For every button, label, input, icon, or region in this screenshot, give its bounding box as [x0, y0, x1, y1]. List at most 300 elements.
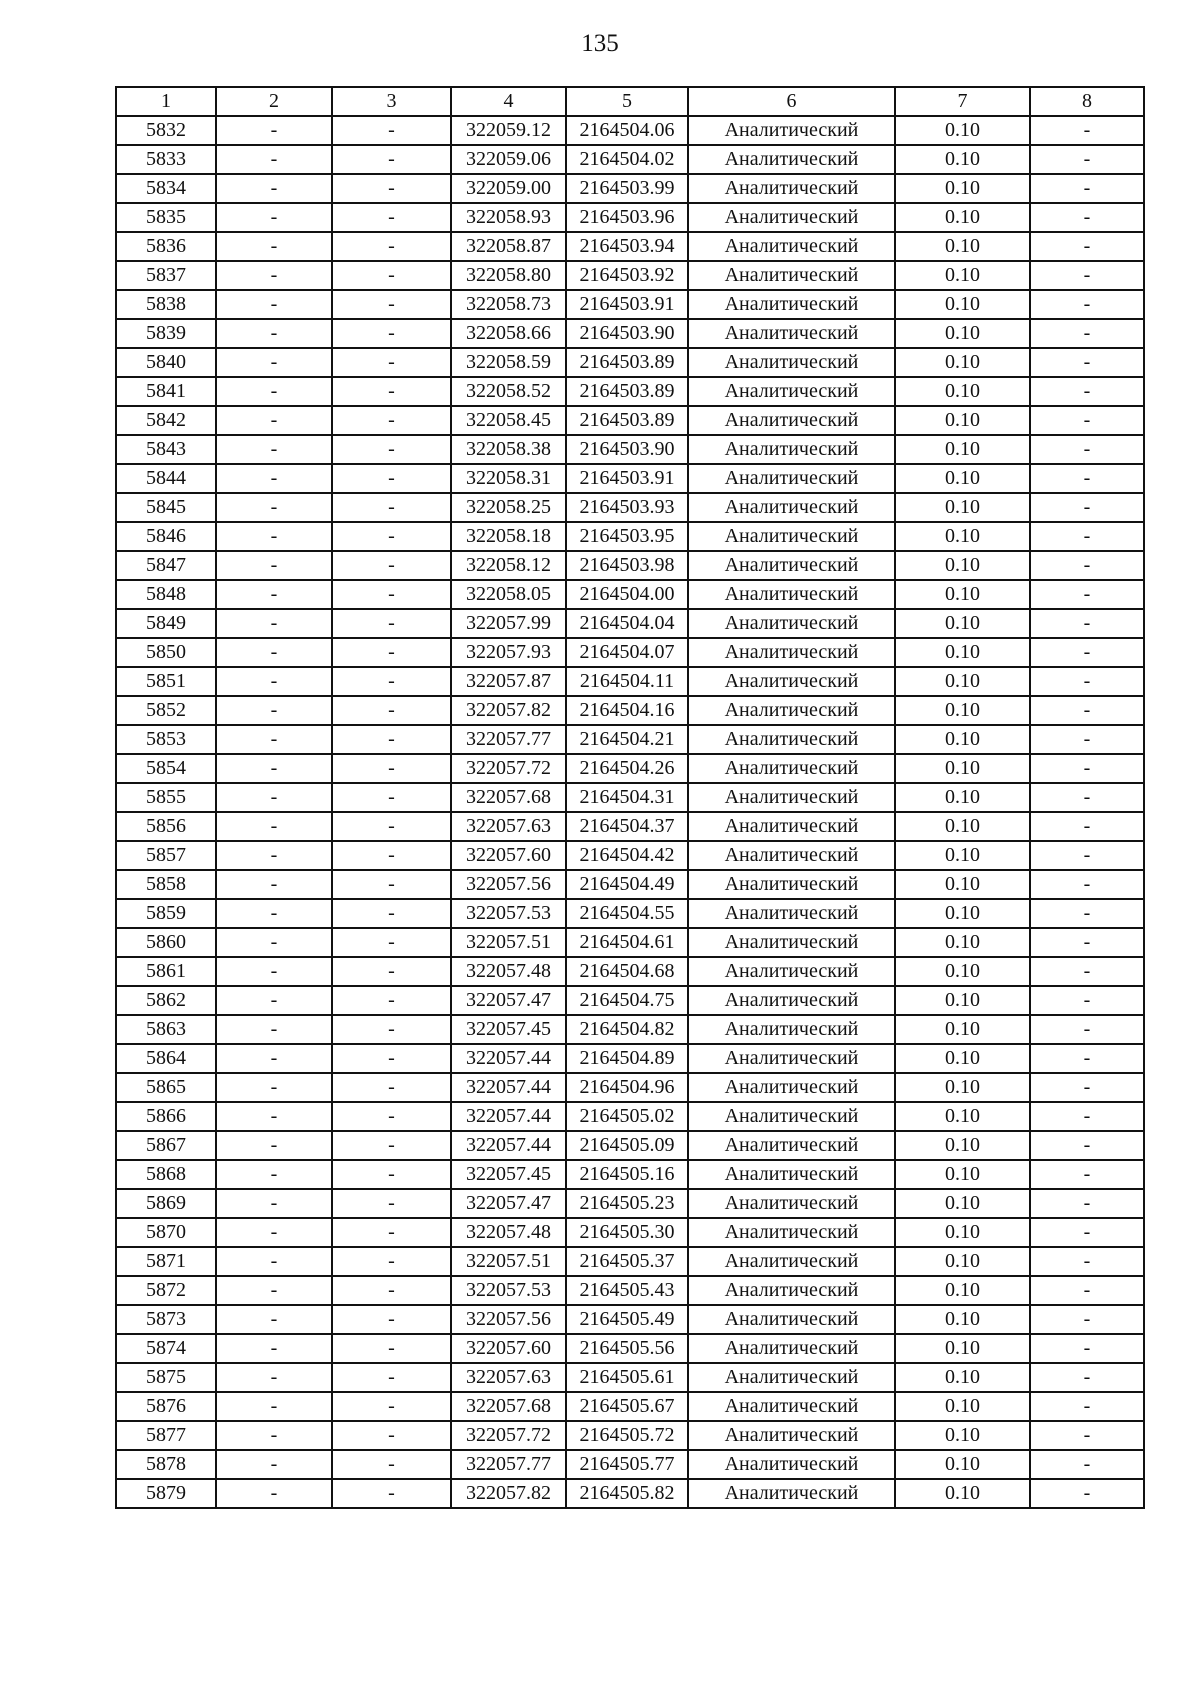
- table-cell: 2164503.90: [566, 435, 688, 464]
- table-cell: 5853: [116, 725, 216, 754]
- table-cell: 322057.99: [451, 609, 566, 638]
- table-cell: 0.10: [895, 725, 1030, 754]
- table-cell: 5844: [116, 464, 216, 493]
- table-cell: -: [332, 1363, 451, 1392]
- table-cell: 5858: [116, 870, 216, 899]
- table-cell: 322057.63: [451, 1363, 566, 1392]
- table-cell: Аналитический: [688, 667, 895, 696]
- table-cell: 2164504.26: [566, 754, 688, 783]
- table-cell: 0.10: [895, 522, 1030, 551]
- table-cell: 5873: [116, 1305, 216, 1334]
- table-cell: Аналитический: [688, 1073, 895, 1102]
- table-cell: Аналитический: [688, 116, 895, 145]
- table-cell: 0.10: [895, 1102, 1030, 1131]
- table-cell: Аналитический: [688, 290, 895, 319]
- table-cell: -: [216, 1073, 332, 1102]
- table-cell: -: [1030, 580, 1144, 609]
- table-cell: 5861: [116, 957, 216, 986]
- table-cell: 2164505.67: [566, 1392, 688, 1421]
- table-cell: 322057.77: [451, 1450, 566, 1479]
- table-cell: 5834: [116, 174, 216, 203]
- table-cell: 5843: [116, 435, 216, 464]
- table-cell: -: [216, 580, 332, 609]
- table-cell: 2164504.49: [566, 870, 688, 899]
- table-row: [116, 1044, 1144, 1073]
- table-row: [116, 1334, 1144, 1363]
- table-cell: 0.10: [895, 348, 1030, 377]
- table-row: [116, 464, 1144, 493]
- table-cell: -: [332, 1479, 451, 1508]
- table-cell: -: [216, 290, 332, 319]
- table-cell: 5865: [116, 1073, 216, 1102]
- table-row: [116, 522, 1144, 551]
- table-cell: 5850: [116, 638, 216, 667]
- table-cell: -: [332, 377, 451, 406]
- table-cell: Аналитический: [688, 232, 895, 261]
- table-cell: 0.10: [895, 145, 1030, 174]
- table-cell: 322057.45: [451, 1015, 566, 1044]
- table-cell: 5839: [116, 319, 216, 348]
- table-cell: -: [1030, 1073, 1144, 1102]
- table-cell: -: [1030, 609, 1144, 638]
- table-cell: -: [216, 406, 332, 435]
- table-cell: 0.10: [895, 928, 1030, 957]
- table-cell: -: [216, 522, 332, 551]
- table-cell: 5836: [116, 232, 216, 261]
- table-cell: 322057.77: [451, 725, 566, 754]
- table-cell: 2164504.07: [566, 638, 688, 667]
- table-cell: 322057.63: [451, 812, 566, 841]
- table-cell: -: [332, 725, 451, 754]
- table-cell: -: [1030, 319, 1144, 348]
- table-row: [116, 348, 1144, 377]
- table-cell: -: [216, 145, 332, 174]
- table-cell: 5876: [116, 1392, 216, 1421]
- table-cell: Аналитический: [688, 1247, 895, 1276]
- table-cell: -: [1030, 1305, 1144, 1334]
- table-cell: 5838: [116, 290, 216, 319]
- table-cell: -: [332, 957, 451, 986]
- table-row: [116, 1015, 1144, 1044]
- table-cell: Аналитический: [688, 319, 895, 348]
- table-cell: 322057.47: [451, 1189, 566, 1218]
- table-cell: 5868: [116, 1160, 216, 1189]
- table-cell: 0.10: [895, 1421, 1030, 1450]
- table-cell: Аналитический: [688, 435, 895, 464]
- table-cell: 0.10: [895, 290, 1030, 319]
- table-cell: 2164504.06: [566, 116, 688, 145]
- table-cell: 2164505.56: [566, 1334, 688, 1363]
- table-cell: -: [216, 1044, 332, 1073]
- table-cell: 2164504.00: [566, 580, 688, 609]
- table-cell: Аналитический: [688, 1189, 895, 1218]
- table-cell: -: [1030, 493, 1144, 522]
- table-cell: 2164503.91: [566, 290, 688, 319]
- table-cell: Аналитический: [688, 1334, 895, 1363]
- table-cell: -: [332, 580, 451, 609]
- table-cell: 5867: [116, 1131, 216, 1160]
- table-cell: 0.10: [895, 1015, 1030, 1044]
- table-cell: -: [216, 1015, 332, 1044]
- table-cell: 322058.38: [451, 435, 566, 464]
- table-cell: -: [332, 1305, 451, 1334]
- table-cell: -: [216, 986, 332, 1015]
- table-cell: -: [332, 174, 451, 203]
- table-cell: 0.10: [895, 580, 1030, 609]
- table-cell: 2164503.91: [566, 464, 688, 493]
- table-cell: Аналитический: [688, 1015, 895, 1044]
- table-cell: 2164503.99: [566, 174, 688, 203]
- table-cell: -: [216, 551, 332, 580]
- table-cell: 5872: [116, 1276, 216, 1305]
- table-cell: -: [1030, 1015, 1144, 1044]
- table-cell: -: [216, 725, 332, 754]
- table-cell: 2164505.37: [566, 1247, 688, 1276]
- table-cell: 0.10: [895, 464, 1030, 493]
- table-cell: -: [1030, 1276, 1144, 1305]
- table-cell: -: [216, 1334, 332, 1363]
- table-cell: -: [332, 1131, 451, 1160]
- table-cell: 5879: [116, 1479, 216, 1508]
- table-cell: 5856: [116, 812, 216, 841]
- table-cell: 0.10: [895, 1392, 1030, 1421]
- table-cell: -: [1030, 899, 1144, 928]
- table-row: [116, 928, 1144, 957]
- table-cell: -: [1030, 870, 1144, 899]
- table-cell: -: [216, 377, 332, 406]
- table-cell: -: [216, 493, 332, 522]
- table-cell: -: [332, 783, 451, 812]
- table-cell: 322058.05: [451, 580, 566, 609]
- table-cell: -: [332, 464, 451, 493]
- table-cell: Аналитический: [688, 145, 895, 174]
- table-cell: 0.10: [895, 1131, 1030, 1160]
- table-cell: Аналитический: [688, 783, 895, 812]
- table-cell: -: [1030, 1363, 1144, 1392]
- table-cell: Аналитический: [688, 1479, 895, 1508]
- table-cell: 322057.51: [451, 928, 566, 957]
- table-cell: Аналитический: [688, 1421, 895, 1450]
- table-cell: 0.10: [895, 1073, 1030, 1102]
- table-cell: 322057.51: [451, 1247, 566, 1276]
- table-cell: 0.10: [895, 1334, 1030, 1363]
- table-cell: -: [332, 899, 451, 928]
- table-row: [116, 1363, 1144, 1392]
- table-cell: Аналитический: [688, 1131, 895, 1160]
- table-cell: 5877: [116, 1421, 216, 1450]
- coordinates-table: [115, 86, 1145, 1509]
- table-cell: -: [1030, 1334, 1144, 1363]
- table-cell: 322057.48: [451, 957, 566, 986]
- table-cell: 5835: [116, 203, 216, 232]
- table-cell: Аналитический: [688, 1218, 895, 1247]
- table-cell: Аналитический: [688, 609, 895, 638]
- table-cell: -: [332, 696, 451, 725]
- table-cell: 5854: [116, 754, 216, 783]
- table-cell: -: [332, 551, 451, 580]
- table-cell: 0.10: [895, 1363, 1030, 1392]
- table-cell: Аналитический: [688, 638, 895, 667]
- table-cell: 322059.12: [451, 116, 566, 145]
- column-header: 2: [216, 87, 332, 116]
- table-row: [116, 1421, 1144, 1450]
- table-cell: 5851: [116, 667, 216, 696]
- table-row: [116, 406, 1144, 435]
- table-row: [116, 899, 1144, 928]
- table-cell: Аналитический: [688, 551, 895, 580]
- table-row: [116, 1102, 1144, 1131]
- table-cell: 0.10: [895, 1189, 1030, 1218]
- table-cell: 2164503.92: [566, 261, 688, 290]
- table-cell: 2164503.93: [566, 493, 688, 522]
- table-cell: -: [216, 1102, 332, 1131]
- table-cell: 322058.59: [451, 348, 566, 377]
- table-cell: -: [332, 1421, 451, 1450]
- table-cell: -: [216, 609, 332, 638]
- table-cell: -: [332, 406, 451, 435]
- table-cell: Аналитический: [688, 522, 895, 551]
- table-cell: 0.10: [895, 1247, 1030, 1276]
- table-cell: 2164504.96: [566, 1073, 688, 1102]
- table-row: [116, 783, 1144, 812]
- table-cell: 5857: [116, 841, 216, 870]
- table-cell: 2164504.55: [566, 899, 688, 928]
- table-row: [116, 638, 1144, 667]
- table-cell: -: [216, 928, 332, 957]
- table-cell: 322057.82: [451, 696, 566, 725]
- table-cell: -: [332, 754, 451, 783]
- table-cell: Аналитический: [688, 1276, 895, 1305]
- table-cell: -: [1030, 957, 1144, 986]
- column-header: 1: [116, 87, 216, 116]
- table-cell: 0.10: [895, 174, 1030, 203]
- table-cell: Аналитический: [688, 1160, 895, 1189]
- table-cell: -: [1030, 986, 1144, 1015]
- table-cell: 0.10: [895, 261, 1030, 290]
- table-cell: Аналитический: [688, 493, 895, 522]
- table-row: [116, 1189, 1144, 1218]
- table-cell: 2164504.31: [566, 783, 688, 812]
- table-cell: 2164504.75: [566, 986, 688, 1015]
- table-cell: -: [1030, 1479, 1144, 1508]
- table-cell: 322057.72: [451, 754, 566, 783]
- table-cell: -: [332, 348, 451, 377]
- table-cell: 2164505.49: [566, 1305, 688, 1334]
- table-cell: -: [216, 1160, 332, 1189]
- table-cell: Аналитический: [688, 261, 895, 290]
- table-cell: Аналитический: [688, 1363, 895, 1392]
- table-cell: -: [1030, 928, 1144, 957]
- table-cell: 5841: [116, 377, 216, 406]
- table-cell: 5860: [116, 928, 216, 957]
- table-cell: Аналитический: [688, 203, 895, 232]
- table-cell: -: [1030, 551, 1144, 580]
- table-cell: 2164503.89: [566, 348, 688, 377]
- table-cell: 322058.52: [451, 377, 566, 406]
- table-cell: 0.10: [895, 957, 1030, 986]
- table-cell: Аналитический: [688, 406, 895, 435]
- table-cell: -: [216, 116, 332, 145]
- table-cell: -: [216, 899, 332, 928]
- table-cell: 322058.31: [451, 464, 566, 493]
- table-cell: -: [332, 812, 451, 841]
- table-row: [116, 377, 1144, 406]
- table-cell: Аналитический: [688, 899, 895, 928]
- table-cell: -: [1030, 116, 1144, 145]
- table-cell: -: [332, 435, 451, 464]
- table-cell: 322058.12: [451, 551, 566, 580]
- table-cell: 0.10: [895, 609, 1030, 638]
- table-cell: 5833: [116, 145, 216, 174]
- table-cell: 5866: [116, 1102, 216, 1131]
- table-cell: -: [1030, 1392, 1144, 1421]
- table-cell: 322058.87: [451, 232, 566, 261]
- table-cell: -: [216, 1479, 332, 1508]
- table-cell: -: [1030, 261, 1144, 290]
- table-cell: -: [1030, 232, 1144, 261]
- table-cell: Аналитический: [688, 870, 895, 899]
- table-cell: 0.10: [895, 1218, 1030, 1247]
- table-cell: -: [332, 1102, 451, 1131]
- table-cell: 0.10: [895, 319, 1030, 348]
- table-cell: 322057.60: [451, 841, 566, 870]
- table-cell: 2164504.04: [566, 609, 688, 638]
- table-cell: 0.10: [895, 1305, 1030, 1334]
- table-cell: Аналитический: [688, 725, 895, 754]
- table-cell: -: [1030, 348, 1144, 377]
- table-cell: 5863: [116, 1015, 216, 1044]
- table-cell: 322057.48: [451, 1218, 566, 1247]
- table-cell: -: [1030, 1160, 1144, 1189]
- table-row: [116, 1392, 1144, 1421]
- table-cell: Аналитический: [688, 1102, 895, 1131]
- table-cell: -: [332, 1073, 451, 1102]
- table-cell: Аналитический: [688, 754, 895, 783]
- table-cell: -: [332, 493, 451, 522]
- table-cell: -: [1030, 638, 1144, 667]
- table-cell: -: [332, 290, 451, 319]
- table-cell: -: [332, 145, 451, 174]
- column-header: 8: [1030, 87, 1144, 116]
- table-cell: -: [332, 1218, 451, 1247]
- table-cell: -: [216, 435, 332, 464]
- table-cell: 0.10: [895, 638, 1030, 667]
- table-row: [116, 319, 1144, 348]
- table-row: [116, 145, 1144, 174]
- table-cell: -: [216, 203, 332, 232]
- table-cell: -: [1030, 783, 1144, 812]
- table-cell: -: [216, 812, 332, 841]
- table-row: [116, 609, 1144, 638]
- table-cell: -: [216, 1189, 332, 1218]
- table-cell: -: [1030, 464, 1144, 493]
- table-cell: 0.10: [895, 377, 1030, 406]
- table-cell: 2164504.21: [566, 725, 688, 754]
- table-cell: 0.10: [895, 1276, 1030, 1305]
- table-cell: -: [332, 667, 451, 696]
- table-cell: 322057.44: [451, 1102, 566, 1131]
- table-cell: 322057.93: [451, 638, 566, 667]
- table-cell: 0.10: [895, 812, 1030, 841]
- table-cell: -: [216, 841, 332, 870]
- table-cell: 2164505.23: [566, 1189, 688, 1218]
- table-cell: -: [1030, 203, 1144, 232]
- table-cell: 322058.66: [451, 319, 566, 348]
- table-cell: -: [1030, 1044, 1144, 1073]
- table-cell: -: [332, 1276, 451, 1305]
- table-row: [116, 1218, 1144, 1247]
- table-cell: 0.10: [895, 899, 1030, 928]
- table-cell: 0.10: [895, 551, 1030, 580]
- table-cell: 2164505.16: [566, 1160, 688, 1189]
- table-cell: -: [332, 928, 451, 957]
- table-cell: -: [216, 1247, 332, 1276]
- table-cell: 5875: [116, 1363, 216, 1392]
- table-cell: 0.10: [895, 696, 1030, 725]
- column-header: 7: [895, 87, 1030, 116]
- table-cell: -: [216, 1392, 332, 1421]
- table-cell: -: [216, 754, 332, 783]
- table-cell: -: [332, 1334, 451, 1363]
- table-cell: 2164505.77: [566, 1450, 688, 1479]
- table-cell: Аналитический: [688, 1305, 895, 1334]
- table-cell: -: [332, 1247, 451, 1276]
- table-row: [116, 261, 1144, 290]
- page-number: 135: [581, 30, 619, 57]
- table-cell: 5871: [116, 1247, 216, 1276]
- table-cell: 322057.53: [451, 899, 566, 928]
- table-row: [116, 435, 1144, 464]
- table-row: [116, 203, 1144, 232]
- table-cell: Аналитический: [688, 928, 895, 957]
- table-row: [116, 1479, 1144, 1508]
- table-row: [116, 696, 1144, 725]
- table-row: [116, 580, 1144, 609]
- table-cell: -: [332, 1160, 451, 1189]
- table-cell: -: [332, 232, 451, 261]
- table-cell: Аналитический: [688, 986, 895, 1015]
- table-cell: 5852: [116, 696, 216, 725]
- table-cell: 5832: [116, 116, 216, 145]
- table-cell: -: [332, 116, 451, 145]
- table-cell: -: [1030, 1421, 1144, 1450]
- table-cell: 2164503.90: [566, 319, 688, 348]
- table-cell: -: [216, 783, 332, 812]
- table-cell: -: [1030, 435, 1144, 464]
- table-cell: 322059.00: [451, 174, 566, 203]
- table-cell: Аналитический: [688, 812, 895, 841]
- table-cell: 322058.45: [451, 406, 566, 435]
- header-row: [116, 87, 1144, 116]
- table-row: [116, 812, 1144, 841]
- table-row: [116, 174, 1144, 203]
- table-cell: 0.10: [895, 1479, 1030, 1508]
- table-cell: 5874: [116, 1334, 216, 1363]
- table-cell: 322057.56: [451, 1305, 566, 1334]
- table-cell: -: [1030, 290, 1144, 319]
- table-cell: 5862: [116, 986, 216, 1015]
- table-cell: -: [216, 638, 332, 667]
- table-cell: 322057.56: [451, 870, 566, 899]
- table-cell: 2164503.89: [566, 406, 688, 435]
- table-cell: 2164503.89: [566, 377, 688, 406]
- table-cell: Аналитический: [688, 696, 895, 725]
- table-cell: 322058.80: [451, 261, 566, 290]
- table-cell: Аналитический: [688, 464, 895, 493]
- table-cell: 0.10: [895, 116, 1030, 145]
- table-cell: 2164504.02: [566, 145, 688, 174]
- table-cell: Аналитический: [688, 580, 895, 609]
